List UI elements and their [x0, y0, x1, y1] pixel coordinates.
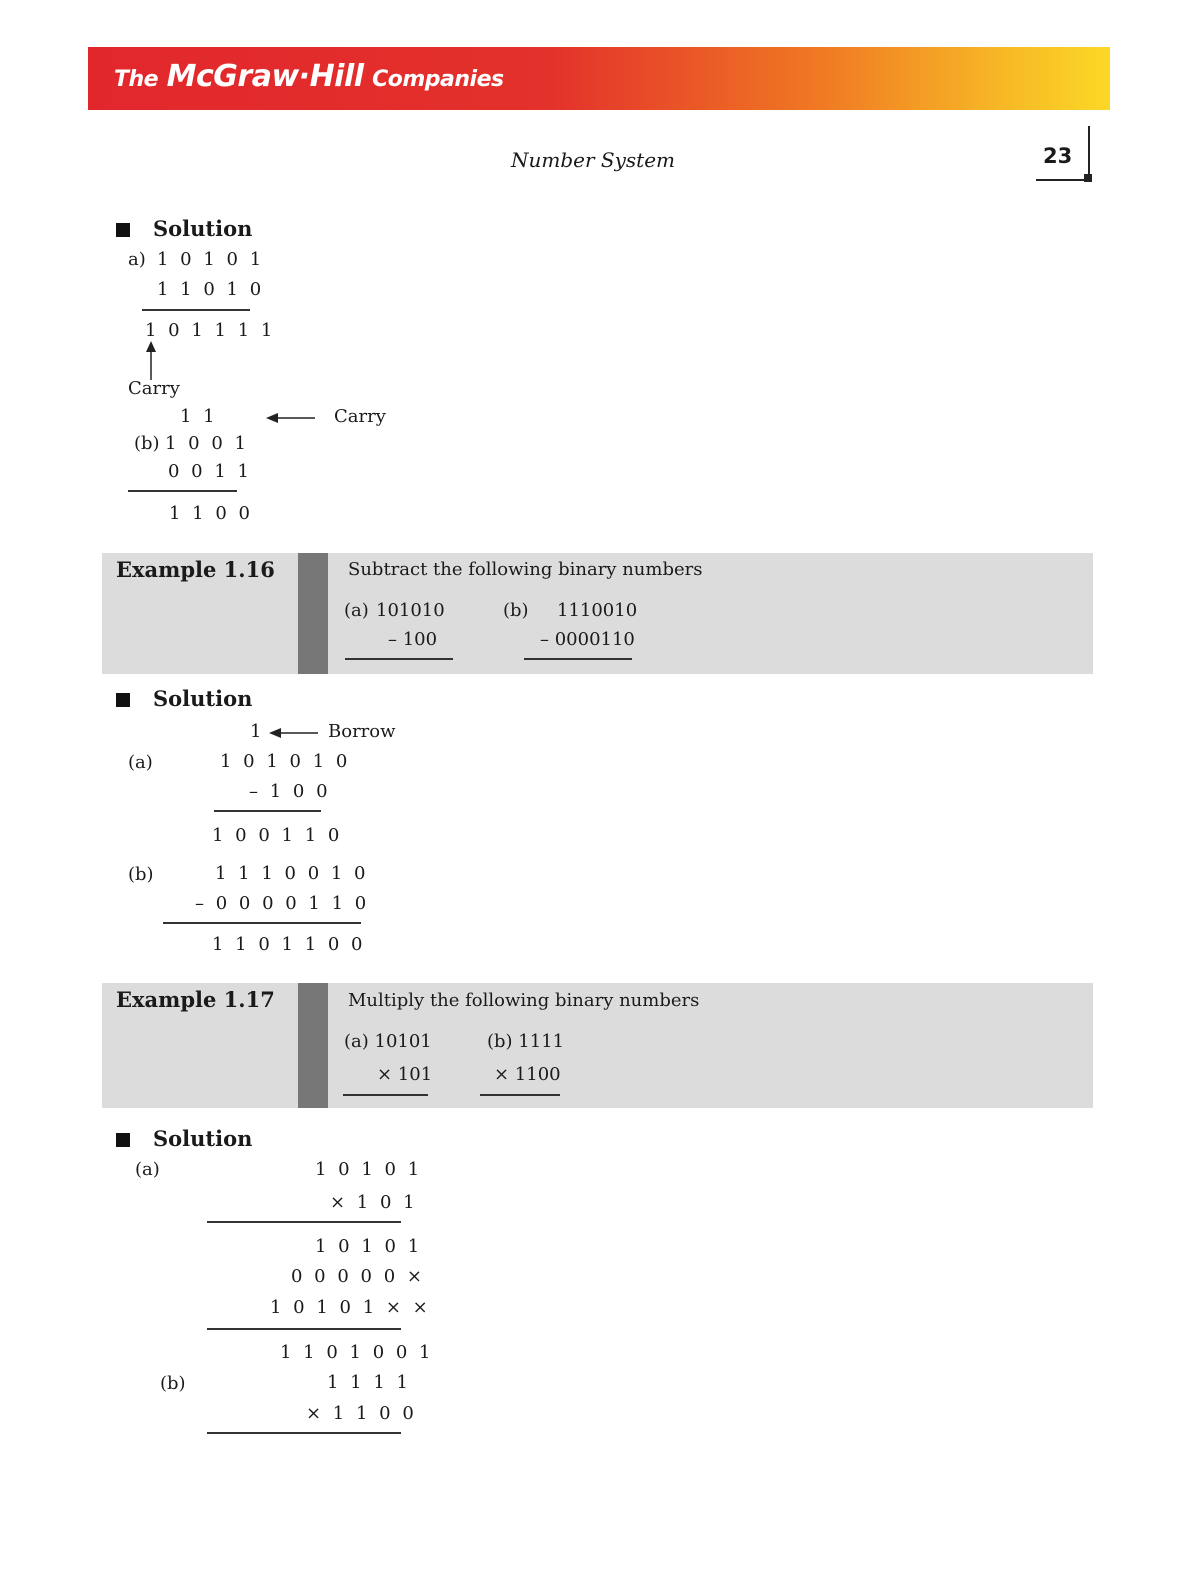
- example-1-17-b-bottom: × 1100: [494, 1064, 561, 1085]
- sol2-a-line2: – 1 0 0: [249, 781, 331, 802]
- example-1-16-a-top: 101010: [376, 600, 445, 621]
- page-number-corner-mark: [1084, 174, 1092, 182]
- sol2-borrow-digit: 1: [250, 721, 262, 742]
- sol1-b-carry-label: Carry: [334, 406, 386, 427]
- publisher-logo: [114, 59, 504, 94]
- sol3-partial-1: 1 0 1 0 1: [315, 1236, 423, 1257]
- page-number-rule-vertical: [1088, 126, 1090, 181]
- sol1-a-line1: 1 0 1 0 1: [157, 249, 265, 270]
- sol2-borrow-label: Borrow: [328, 721, 396, 742]
- sol3-partial-3: 1 0 1 0 1 × ×: [270, 1297, 431, 1318]
- logo-the: The: [114, 67, 159, 92]
- sol3-b-line1: 1 1 1 1: [327, 1372, 411, 1393]
- example-1-16-box: [102, 553, 1093, 674]
- solution-bullet-icon: [116, 693, 130, 707]
- example-1-16-a-label: (a): [344, 600, 369, 621]
- example-1-17-bar: [298, 983, 328, 1108]
- sol3-partial-2: 0 0 0 0 0 ×: [291, 1266, 425, 1287]
- sol2-b-line1: 1 1 1 0 0 1 0: [215, 863, 369, 884]
- sol3-a-result: 1 1 0 1 0 0 1: [280, 1342, 434, 1363]
- arrow-left-icon: [265, 410, 317, 426]
- sol2-a-label: (a): [128, 752, 153, 773]
- sol3-a-rule: [207, 1221, 401, 1223]
- sol1-b-line2: 0 0 1 1: [168, 461, 252, 482]
- example-1-16-bar: [298, 553, 328, 674]
- solution-bullet-icon: [116, 223, 130, 237]
- example-1-17-a-bottom: × 101: [377, 1064, 433, 1085]
- example-1-17-label: Example 1.17: [116, 987, 275, 1012]
- example-1-16-label: Example 1.16: [116, 557, 275, 582]
- running-title: Number System: [511, 148, 676, 172]
- solution-bullet-icon: [116, 1133, 130, 1147]
- page-number: 23: [1043, 144, 1073, 168]
- solution-heading: Solution: [153, 686, 253, 711]
- sol3-a-line2: × 1 0 1: [330, 1192, 418, 1213]
- sol1-b-carry: 1 1: [180, 406, 218, 427]
- example-1-16-b-bottom: – 0000110: [540, 629, 635, 650]
- example-1-17-a-top: (a) 10101: [344, 1031, 432, 1052]
- sol1-a-label: a): [128, 249, 146, 270]
- example-1-16-b-top: 1110010: [557, 600, 638, 621]
- example-1-17-b-top: (b) 1111: [487, 1031, 565, 1052]
- sol2-a-line1: 1 0 1 0 1 0: [220, 751, 351, 772]
- sol2-b-rule: [163, 922, 361, 924]
- example-1-16-prompt: Subtract the following binary numbers: [348, 559, 703, 580]
- sol3-b-line2: × 1 1 0 0: [306, 1403, 417, 1424]
- solution-heading: Solution: [153, 216, 253, 241]
- sol2-a-result: 1 0 0 1 1 0: [212, 825, 343, 846]
- sol1-b-result: 1 1 0 0: [169, 503, 253, 524]
- example-1-17-a-rule: [343, 1094, 428, 1096]
- sol2-b-label: (b): [128, 864, 154, 885]
- logo-brand: McGraw·Hill: [166, 59, 364, 94]
- example-1-17-prompt: Multiply the following binary numbers: [348, 990, 700, 1011]
- sol3-a-label: (a): [135, 1159, 160, 1180]
- sol2-b-result: 1 1 0 1 1 0 0: [212, 934, 366, 955]
- sol1-carry-label: Carry: [128, 378, 180, 399]
- arrow-left-icon: [268, 725, 320, 741]
- sol1-b-rule: [128, 490, 237, 492]
- sol1-a-line2: 1 1 0 1 0: [157, 279, 265, 300]
- sol3-partial-rule: [207, 1328, 401, 1330]
- logo-companies: Companies: [372, 67, 504, 92]
- arrow-up-icon: [143, 340, 159, 382]
- sol3-b-label: (b): [160, 1373, 186, 1394]
- example-1-16-a-rule: [345, 658, 453, 660]
- example-1-17-b-rule: [480, 1094, 560, 1096]
- solution-heading: Solution: [153, 1126, 253, 1151]
- sol2-b-line2: – 0 0 0 0 1 1 0: [195, 893, 370, 914]
- sol1-b-line1: 1 0 0 1: [165, 433, 249, 454]
- sol1-a-rule: [142, 309, 250, 311]
- example-1-17-box: [102, 983, 1093, 1108]
- example-1-16-b-label: (b): [503, 600, 529, 621]
- sol1-a-result: 1 0 1 1 1 1: [145, 320, 276, 341]
- sol3-b-rule: [207, 1432, 401, 1434]
- publisher-banner: [88, 47, 1110, 110]
- example-1-16-a-bottom: – 100: [388, 629, 438, 650]
- sol1-b-label: (b): [134, 433, 160, 454]
- sol3-a-line1: 1 0 1 0 1: [315, 1159, 423, 1180]
- example-1-16-b-rule: [524, 658, 632, 660]
- sol2-a-rule: [214, 810, 321, 812]
